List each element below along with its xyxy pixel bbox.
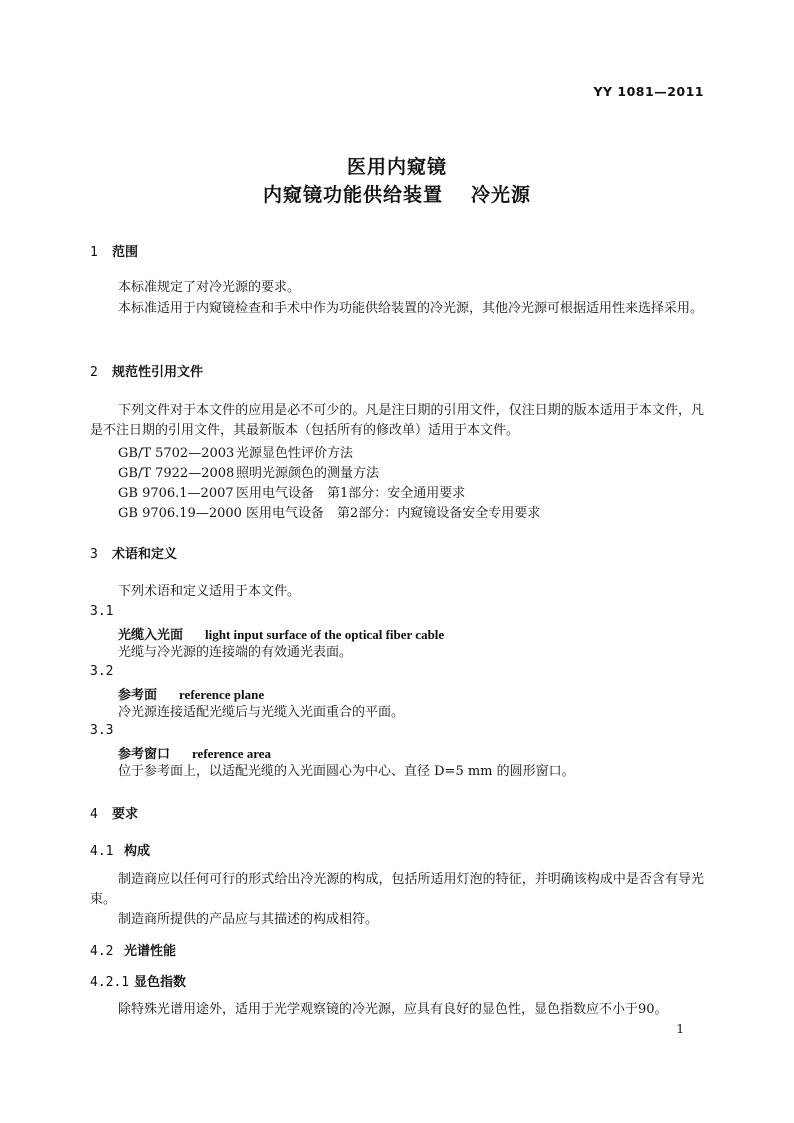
reference-code: GB 9706.19—2000	[118, 506, 242, 521]
page-number: 1	[676, 1022, 684, 1036]
reference-item	[118, 502, 540, 521]
title-line-1: 医用内窥镜	[346, 156, 447, 178]
reference-item	[118, 462, 379, 481]
standard-number: YY 1081—2011	[593, 84, 704, 99]
term-number: 3.2	[90, 664, 114, 679]
reference-item	[118, 482, 465, 501]
term-entry	[118, 684, 264, 703]
reference-code: GB/T 5702—2003	[118, 446, 235, 461]
subsection-title: 显色指数	[134, 975, 187, 990]
title-line-2	[0, 180, 794, 207]
term-number: 3.1	[90, 604, 114, 619]
reference-code: GB/T 7922—2008	[118, 466, 235, 481]
paragraph: 下列术语和定义适用于本文件。	[118, 584, 301, 599]
section-title: 术语和定义	[112, 547, 178, 562]
section-3-heading	[90, 543, 177, 562]
paragraph: 制造商所提供的产品应与其描述的构成相符。	[118, 912, 379, 927]
term-zh: 参考窗口	[118, 747, 171, 762]
section-number: 2	[90, 365, 98, 380]
subsection-number: 4.2.1	[90, 975, 130, 990]
term-entry	[118, 743, 271, 762]
subsection-4-2-1-heading	[90, 971, 186, 990]
section-title: 要求	[112, 807, 139, 822]
paragraph: 本标准规定了对冷光源的要求。	[118, 280, 301, 295]
paragraph: 制造商应以任何可行的形式给出冷光源的构成，包括所适用灯泡的特征，并明确该构成中是否含有导光束。	[90, 872, 704, 907]
term-en: reference area	[192, 746, 272, 761]
section-1-heading	[90, 241, 138, 260]
section-number: 3	[90, 547, 98, 562]
term-zh: 参考面	[118, 688, 158, 703]
term-entry	[118, 624, 444, 643]
subsection-number: 4.1	[90, 844, 114, 859]
reference-title: 光源显色性评价方法	[236, 446, 354, 461]
term-definition: 位于参考面上，以适配光缆的入光面圆心为中心、直径 D=5 mm 的圆形窗口。	[118, 764, 575, 779]
section-2-heading	[90, 361, 203, 380]
reference-title: 医用电气设备 第1部分：安全通用要求	[236, 486, 466, 501]
reference-item	[118, 442, 353, 461]
section-number: 1	[90, 245, 98, 260]
subsection-4-2-heading	[90, 940, 176, 959]
section-title: 规范性引用文件	[112, 365, 204, 380]
reference-title: 照明光源颜色的测量方法	[236, 466, 380, 481]
subsection-title: 光谱性能	[124, 944, 177, 959]
term-definition: 冷光源连接适配光缆后与光缆入光面重合的平面。	[118, 705, 405, 720]
term-en: reference plane	[179, 687, 265, 702]
paragraph: 除特殊光谱用途外，适用于光学观察镜的冷光源，应具有良好的显色性，显色指数应不小于90。	[118, 1002, 668, 1017]
term-en: light input surface of the optical fiber cable	[205, 627, 445, 642]
section-title: 范围	[112, 245, 139, 260]
reference-title: 医用电气设备 第2部分：内窥镜设备安全专用要求	[246, 506, 541, 521]
reference-code: GB 9706.1—2007	[118, 486, 234, 501]
subsection-4-1-heading	[90, 840, 150, 859]
subsection-number: 4.2	[90, 944, 114, 959]
title-line-2-main: 内窥镜功能供给装置	[262, 184, 443, 206]
subsection-title: 构成	[124, 844, 151, 859]
term-definition: 光缆与冷光源的连接端的有效通光表面。	[118, 645, 353, 660]
paragraph: 本标准适用于内窥镜检查和手术中作为功能供给装置的冷光源，其他冷光源可根据适用性来选择采用。	[118, 301, 704, 316]
term-number: 3.3	[90, 723, 114, 738]
paragraph: 下列文件对于本文件的应用是必不可少的。凡是注日期的引用文件，仅注日期的版本适用于本文件，凡是不注日期的引用文件，其最新版本（包括所有的修改单）适用于本文件。	[90, 403, 704, 438]
section-number: 4	[90, 807, 98, 822]
title-line-2-sub: 冷光源	[471, 184, 532, 206]
section-4-heading	[90, 803, 138, 822]
term-zh: 光缆入光面	[118, 628, 184, 643]
